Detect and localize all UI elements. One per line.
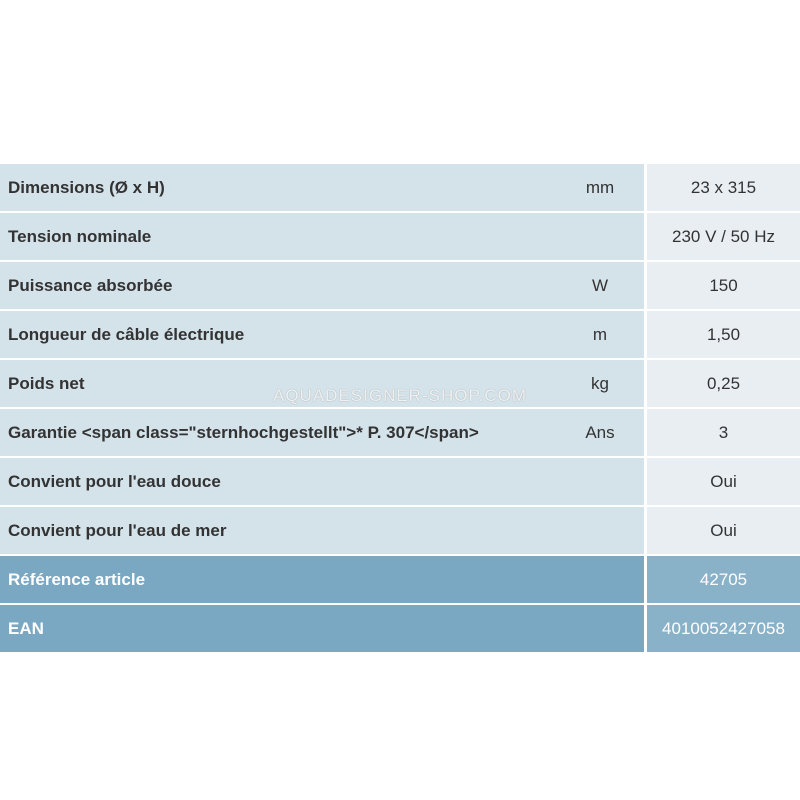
spec-row-dimensions bbox=[0, 164, 800, 211]
spec-label: Puissance absorbée bbox=[0, 262, 560, 309]
spec-value: 4010052427058 bbox=[647, 605, 800, 652]
spec-unit bbox=[560, 605, 644, 652]
spec-label: Longueur de câble électrique bbox=[0, 311, 560, 358]
spec-label: EAN bbox=[0, 605, 560, 652]
spec-row-eau-douce bbox=[0, 458, 800, 505]
spec-value: 150 bbox=[647, 262, 800, 309]
spec-row-cable bbox=[0, 311, 800, 358]
spec-unit: m bbox=[560, 311, 644, 358]
spec-value: 42705 bbox=[647, 556, 800, 603]
spec-row-garantie bbox=[0, 409, 800, 456]
watermark: AQUADESIGNER-SHOP.COM bbox=[272, 386, 527, 405]
spec-value: Oui bbox=[647, 458, 800, 505]
spec-unit: W bbox=[560, 262, 644, 309]
spec-row-eau-de-mer bbox=[0, 507, 800, 554]
spec-unit bbox=[560, 213, 644, 260]
spec-unit bbox=[560, 507, 644, 554]
spec-value: 23 x 315 bbox=[647, 164, 800, 211]
spec-label: Convient pour l'eau douce bbox=[0, 458, 560, 505]
spec-value: Oui bbox=[647, 507, 800, 554]
spec-row-puissance bbox=[0, 262, 800, 309]
spec-label: Poids net bbox=[0, 360, 560, 407]
spec-unit: kg bbox=[560, 360, 644, 407]
spec-unit bbox=[560, 556, 644, 603]
spec-row-tension bbox=[0, 213, 800, 260]
spec-value: 1,50 bbox=[647, 311, 800, 358]
spec-table bbox=[0, 164, 800, 654]
spec-value: 0,25 bbox=[647, 360, 800, 407]
spec-row-reference bbox=[0, 556, 800, 603]
spec-label: Convient pour l'eau de mer bbox=[0, 507, 560, 554]
spec-label: Dimensions (Ø x H) bbox=[0, 164, 560, 211]
spec-row-poids bbox=[0, 360, 800, 407]
spec-label: Tension nominale bbox=[0, 213, 560, 260]
spec-label: Garantie <span class="sternhochgestellt">* P. 307</span> bbox=[0, 409, 560, 456]
spec-unit: mm bbox=[560, 164, 644, 211]
spec-row-ean bbox=[0, 605, 800, 652]
spec-value: 3 bbox=[647, 409, 800, 456]
spec-unit: Ans bbox=[560, 409, 644, 456]
spec-label: Référence article bbox=[0, 556, 560, 603]
spec-unit bbox=[560, 458, 644, 505]
spec-value: 230 V / 50 Hz bbox=[647, 213, 800, 260]
